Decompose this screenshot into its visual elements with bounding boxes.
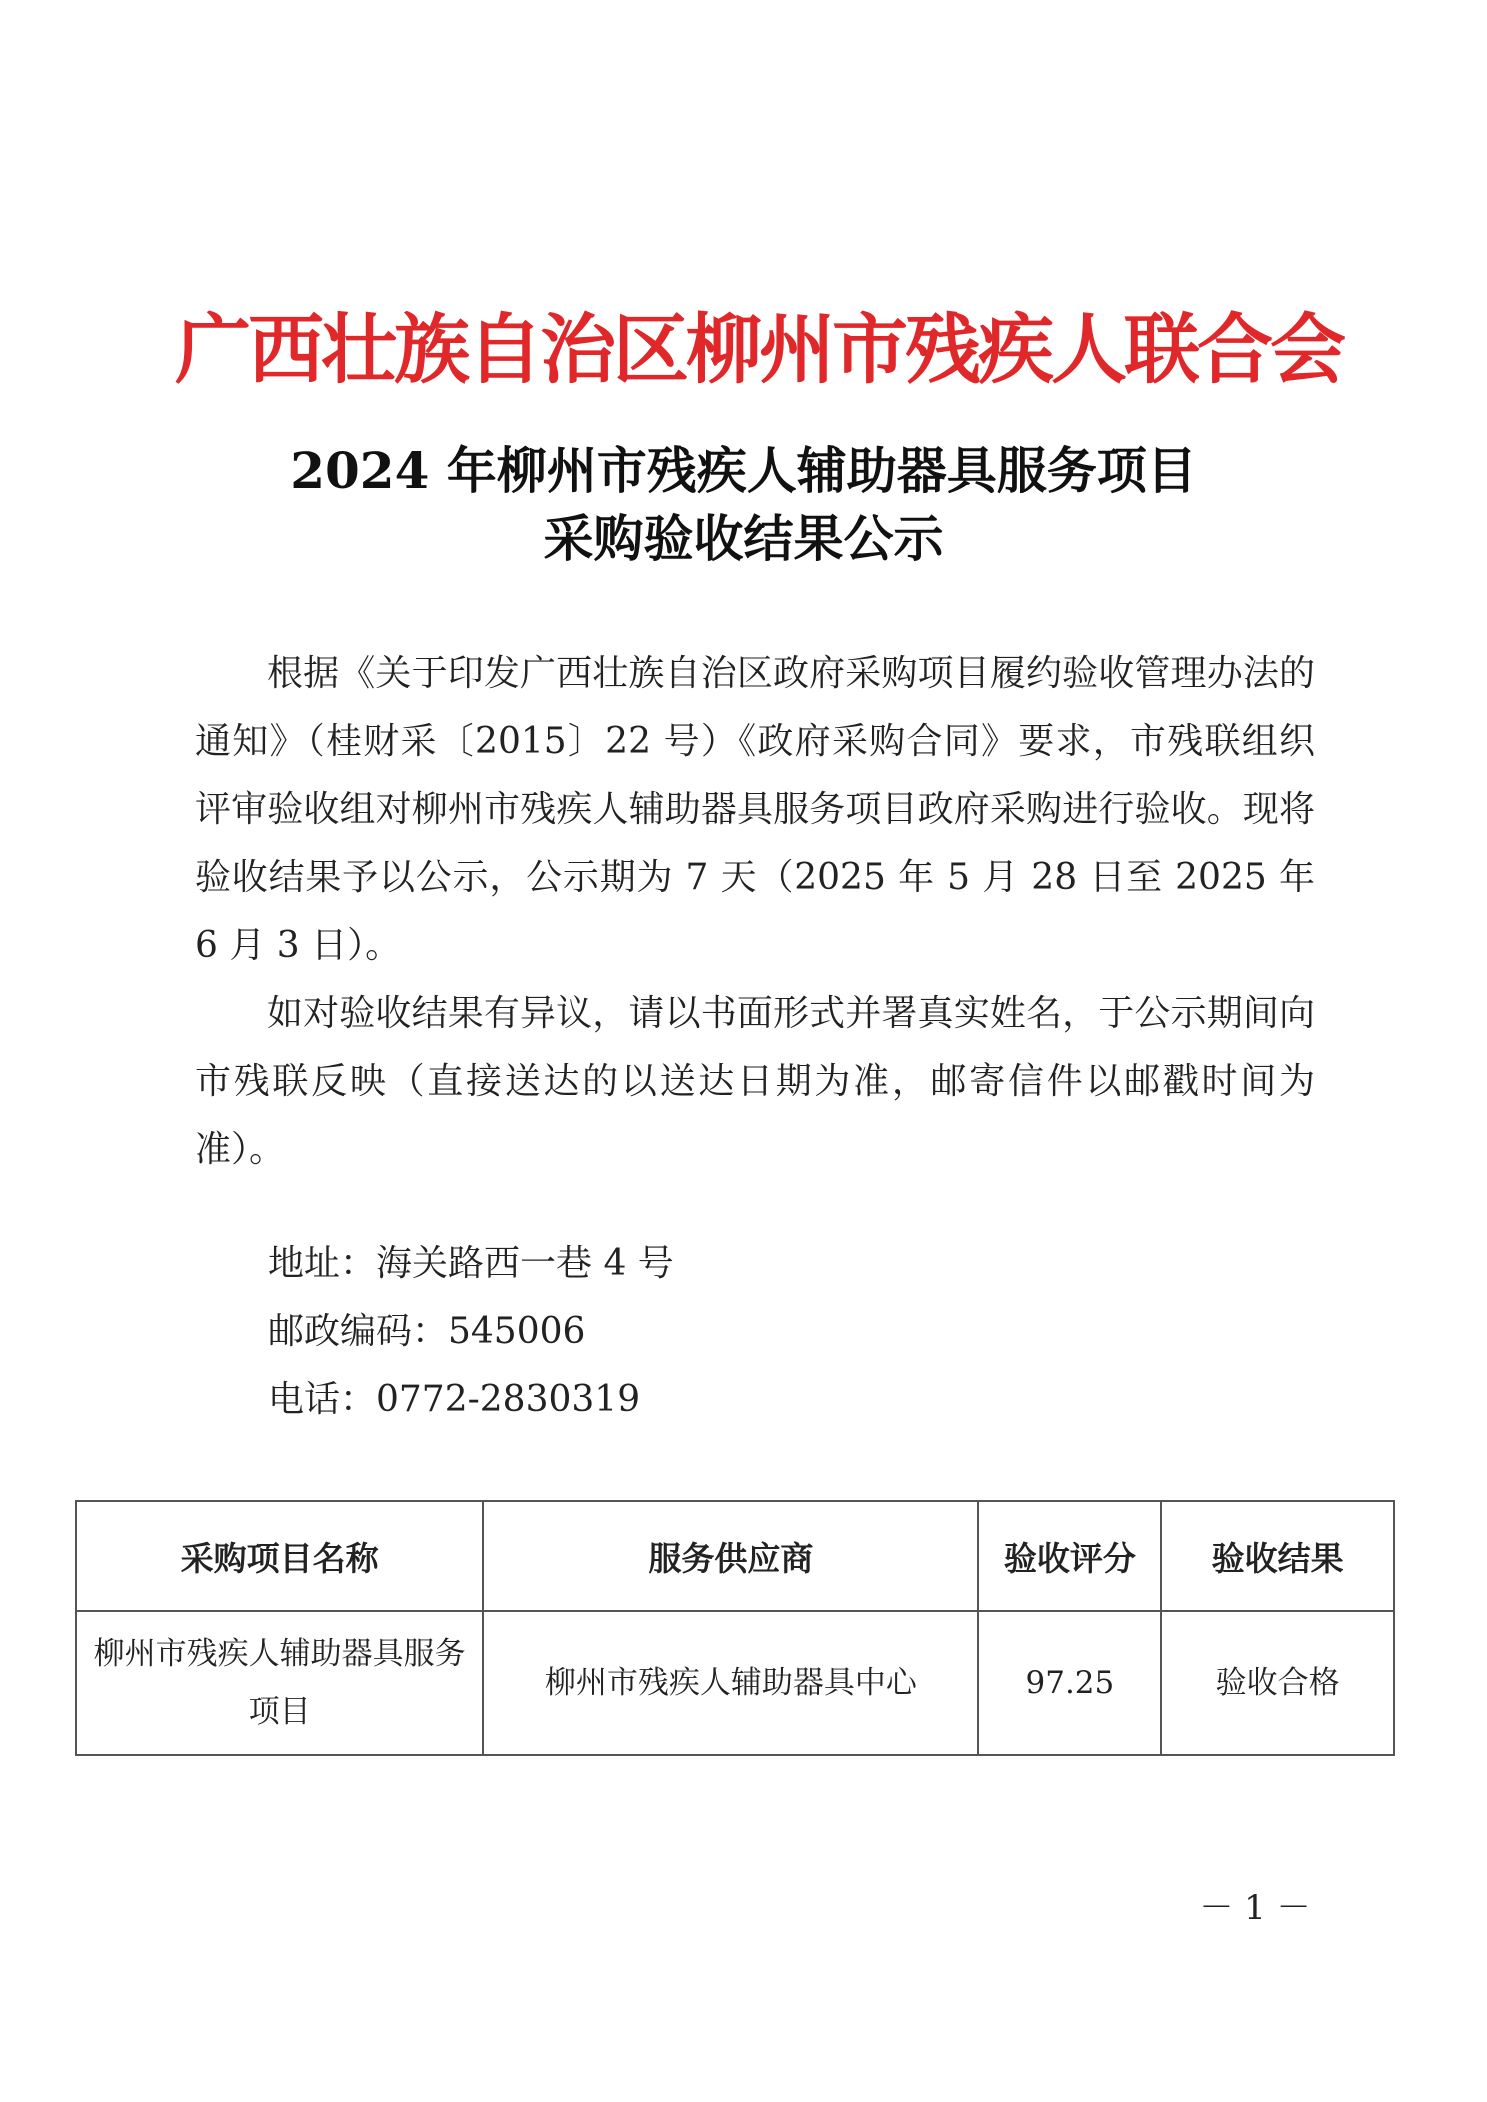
letterhead: 广西壮族自治区柳州市残疾人联合会 bbox=[175, 305, 1343, 394]
document-title-line-1: 2024 年柳州市残疾人辅助器具服务项目 bbox=[290, 441, 1197, 500]
paragraph-basis: 根据《关于印发广西壮族自治区政府采购项目履约验收管理办法的通知》（桂财采〔2015〕22 号）《政府采购合同》要求，市残联组织评审验收组对柳州市残疾人辅助器具服务项目政府采购进行验收。现将验收结果予以公示，公示期为 7 天（2025 年 5 月 28 日至 2025 年 6 月 3 日）。 bbox=[195, 653, 1315, 966]
header-result: 验收结果 bbox=[1161, 1501, 1394, 1611]
header-supplier: 服务供应商 bbox=[483, 1501, 978, 1611]
table-row bbox=[76, 1611, 1394, 1755]
cell-supplier: 柳州市残疾人辅助器具中心 bbox=[483, 1611, 978, 1755]
header-project-name: 采购项目名称 bbox=[76, 1501, 483, 1611]
acceptance-result-table bbox=[75, 1500, 1395, 1756]
contact-postcode: 邮政编码：545006 bbox=[268, 1311, 586, 1352]
document-title-line-2: 采购验收结果公示 bbox=[543, 509, 944, 568]
header-score: 验收评分 bbox=[978, 1501, 1161, 1611]
page-number: － 1 － bbox=[1199, 1888, 1311, 1928]
contact-phone: 电话：0772-2830319 bbox=[268, 1379, 641, 1420]
contact-address: 地址：海关路西一巷 4 号 bbox=[268, 1243, 674, 1284]
cell-result: 验收合格 bbox=[1161, 1611, 1394, 1755]
paragraph-objection: 如对验收结果有异议，请以书面形式并署真实姓名，于公示期间向市残联反映（直接送达的以送达日期为准，邮寄信件以邮戳时间为准）。 bbox=[195, 993, 1315, 1170]
cell-project-name: 柳州市残疾人辅助器具服务项目 bbox=[76, 1611, 483, 1755]
cell-score: 97.25 bbox=[978, 1611, 1161, 1755]
table-header-row bbox=[76, 1501, 1394, 1611]
body-text bbox=[195, 640, 1315, 1184]
